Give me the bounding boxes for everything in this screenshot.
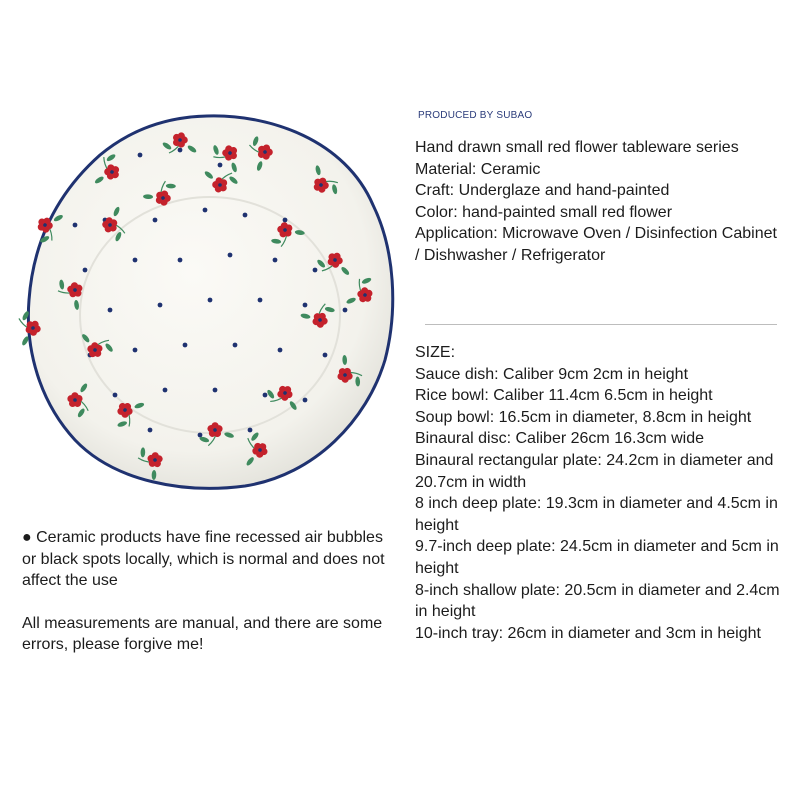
blue-dot [258,298,263,303]
blue-dot [108,308,113,313]
size-item: Binaural rectangular plate: 24.2cm in diameter and 20.7cm in width [415,451,774,491]
blue-dot [323,353,328,358]
blue-dot [283,218,288,223]
blue-dot [153,218,158,223]
blue-dot [273,258,278,263]
blue-dot [218,163,223,168]
size-item: 8 inch deep plate: 19.3cm in diameter and 4.5cm in height [415,495,778,534]
blue-dot [163,388,168,393]
description-line: Color: hand-painted small red flower [415,203,673,221]
description-line: Hand drawn small red flower tableware series [415,139,739,156]
blue-dot [158,303,163,308]
blue-dot [83,268,88,273]
description-line: Application: Microwave Oven / Disinfection Cabinet / Dishwasher / Refrigerator [415,225,777,264]
size-heading: SIZE: [415,344,456,361]
notes [22,527,392,656]
blue-dot [263,393,268,398]
blue-dot [228,253,233,258]
blue-dot [73,223,78,228]
blue-dot [133,258,138,263]
blue-dot [243,213,248,218]
size-item: Soup bowl: 16.5cm in diameter, 8.8cm in height [415,408,752,426]
size-item: 10-inch tray: 26cm in diameter and 3cm in height [415,624,761,642]
blue-dot [133,348,138,353]
size-item: Rice bowl: Caliber 11.4cm 6.5cm in height [415,387,713,405]
size-item: 8-inch shallow plate: 20.5cm in diameter and 2.4cm in height [415,581,780,621]
blue-dot [343,308,348,313]
blue-dot [138,153,143,158]
note-spacer [22,592,392,613]
blue-dot [303,398,308,403]
plate-photo [15,110,400,495]
blue-dot [148,428,153,433]
blue-dot [178,258,183,263]
blue-dot [248,428,253,433]
blue-dot [233,343,238,348]
blue-dot [278,348,283,353]
blue-dot [178,148,183,153]
brand-label: PRODUCED BY SUBAO [418,110,533,121]
blue-dot [303,303,308,308]
blue-dot [313,268,318,273]
description-line: Craft: Underglaze and hand-painted [415,182,670,200]
description-line: Material: Ceramic [415,160,541,178]
blue-dot [208,298,213,303]
size-item: Binaural disc: Caliber 26cm 16.3cm wide [415,430,705,448]
blue-dot [113,393,118,398]
section-divider [425,324,777,325]
blue-dot [203,208,208,213]
bubble-note: ● Ceramic products have fine recessed air bubbles or black spots locally, which is normal and does not affect the use [22,529,385,590]
blue-dot [198,433,203,438]
blue-dot [183,343,188,348]
size-list [415,342,790,644]
product-description [415,137,785,267]
measurement-note: All measurements are manual, and there are some errors, please forgive me! [22,614,383,654]
blue-dot [213,388,218,393]
size-item: Sauce dish: Caliber 9cm 2cm in height [415,365,689,383]
size-item: 9.7-inch deep plate: 24.5cm in diameter and 5cm in height [415,538,779,577]
